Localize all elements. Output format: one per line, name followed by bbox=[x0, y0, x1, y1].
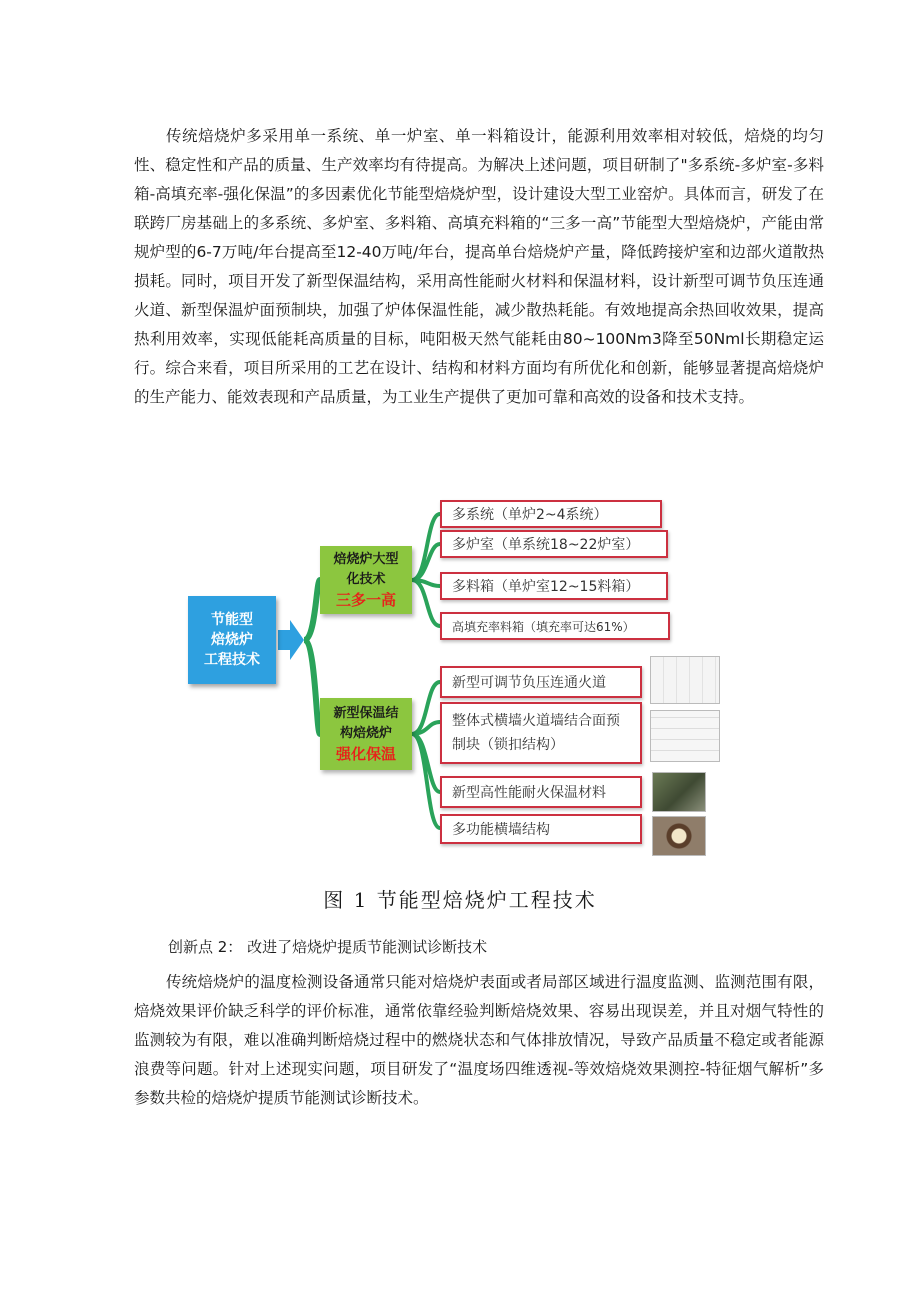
branch2-line-1: 新型保温结 bbox=[333, 706, 399, 721]
branch1-highlight: 三多一高 bbox=[335, 591, 396, 609]
branch-node-1 bbox=[320, 546, 412, 614]
root-line-2: 焙烧炉 bbox=[211, 632, 253, 648]
branch-node-2 bbox=[320, 698, 412, 770]
branch2-line-2: 构焙烧炉 bbox=[339, 726, 392, 741]
body-paragraph-2: 传统焙烧炉的温度检测设备通常只能对焙烧炉表面或者局部区域进行温度监测、监测范围有限，焙烧效果评价缺乏科学的评价标准，通常依靠经验判断焙烧效果、容易出现误差，并且对烟气特性的监测较为有限，难以准确判断焙烧过程中的燃烧状态和气体排放情况，导致产品质量不稳定或者能源浪费等问题。针对上述现实问题，项目研发了“温度场四维透视-等效焙烧效果测控-特征烟气解析”多参数共检的焙烧炉提质节能测试诊断技术。 bbox=[134, 973, 824, 1107]
branch1-line-1: 焙烧炉大型 bbox=[333, 552, 399, 567]
branch2-highlight: 强化保温 bbox=[335, 745, 396, 763]
cross-wall-photo-image bbox=[652, 816, 706, 856]
root-node bbox=[188, 596, 276, 684]
branch1-connector bbox=[412, 514, 440, 626]
trunk-connector bbox=[304, 580, 320, 734]
root-line-1: 节能型 bbox=[211, 612, 253, 628]
root-arrow bbox=[278, 620, 304, 660]
branch2-connector bbox=[412, 682, 440, 828]
leaf-multi-box: 多料箱（单炉室12~15料箱） bbox=[440, 572, 668, 600]
root-line-3: 工程技术 bbox=[204, 652, 260, 668]
branch1-line-2: 化技术 bbox=[346, 572, 386, 587]
flue-drawing-image bbox=[650, 656, 720, 704]
body-paragraph-1: 传统焙烧炉多采用单一系统、单一炉室、单一料箱设计，能源利用效率相对较低，焙烧的均匀性、稳定性和产品的质量、生产效率均有待提高。为解决上述问题，项目研制了"多系统-多炉室-多料箱-高填充率-强化保温”的多因素优化节能型焙烧炉型，设计建设大型工业窑炉。具体而言，研发了在联跨厂房基础上的多系统、多炉室、多料箱、高填充料箱的“三多一高”节能型大型焙烧炉，产能由常规炉型的6-7万吨/年台提高至12-40万吨/年台，提高单台焙烧炉产量，降低跨接炉室和边部火道散热损耗。同时，项目开发了新型保温结构，采用高性能耐火材料和保温材料，设计新型可调节负压连通火道、新型保温炉面预制块，加强了炉体保温性能，减少散热耗能。有效地提高余热回收效果，提高热利用效率，实现低能耗高质量的目标，吨阳极天然气能耗由80~100Nm3降至50Nml长期稳定运行。综合来看，项目所采用的工艺在设计、结构和材料方面均有所优化和创新，能够显著提高焙烧炉的生产能力、能效表现和产品质量，为工业生产提供了更加可靠和高效的设备和技术支持。 bbox=[134, 127, 824, 406]
block-drawing-image bbox=[650, 710, 720, 762]
leaf-multi-chamber: 多炉室（单系统18~22炉室） bbox=[440, 530, 668, 558]
leaf-flue-channel: 新型可调节负压连通火道 bbox=[440, 666, 642, 698]
innovation-heading: 创新点 2： 改进了焙烧炉提质节能测试诊断技术 bbox=[168, 938, 488, 956]
leaf-multi-system: 多系统（单炉2~4系统） bbox=[440, 500, 662, 528]
leaf-high-fill: 高填充率料箱（填充率可达61%） bbox=[440, 612, 670, 640]
tech-diagram bbox=[180, 486, 720, 858]
figure-caption: 图 1 节能型焙烧炉工程技术 bbox=[323, 888, 597, 912]
leaf-cross-wall: 多功能横墙结构 bbox=[440, 814, 642, 844]
leaf-refractory-material: 新型高性能耐火保温材料 bbox=[440, 776, 642, 808]
leaf-prefab-block: 整体式横墙火道墙结合面预制块（锁扣结构） bbox=[440, 702, 642, 764]
material-photo-image bbox=[652, 772, 706, 812]
